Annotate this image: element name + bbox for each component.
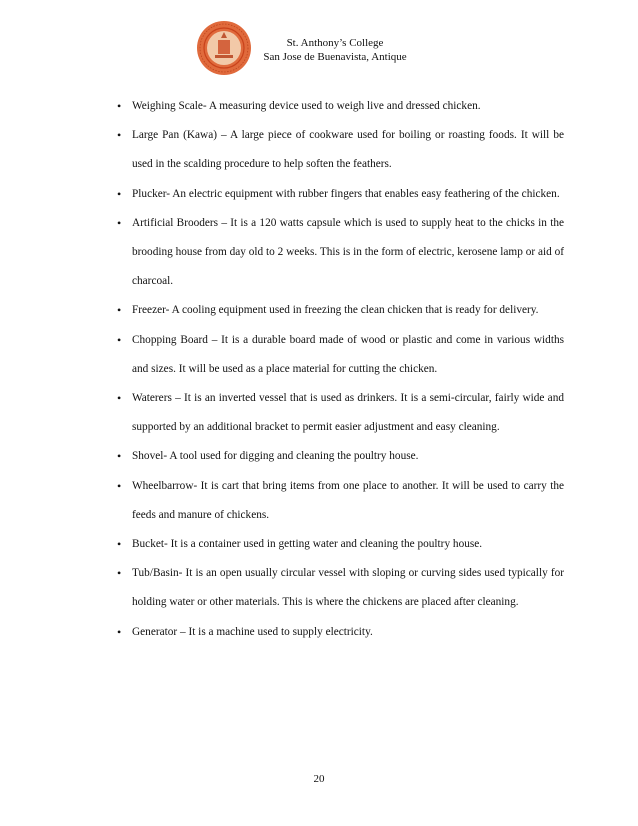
- list-item: • Wheelbarrow- It is cart that bring items from one place to another. It will be used to carry the feeds and manure of chickens.: [132, 472, 564, 530]
- college-name: St. Anthony’s College: [286, 37, 384, 49]
- list-item: • Generator – It is a machine used to supply electricity.: [132, 618, 564, 647]
- list-item: • Artificial Brooders – It is a 120 watts capsule which is used to supply heat to the chicks in the brooding house from day old to 2 weeks. This is in the form of electric, kerosene lamp or aid of charcoal.: [132, 209, 564, 297]
- college-seal-icon: [196, 20, 252, 76]
- list-item: • Large Pan (Kawa) – A large piece of cookware used for boiling or roasting foods. It will be used in the scalding procedure to help soften the feathers.: [132, 121, 564, 179]
- list-item: • Plucker- An electric equipment with rubber fingers that enables easy feathering of the chicken.: [132, 180, 564, 209]
- college-header: [250, 36, 420, 64]
- list-item: • Shovel- A tool used for digging and cleaning the poultry house.: [132, 442, 564, 471]
- list-item: • Chopping Board – It is a durable board made of wood or plastic and come in various widths and sizes. It will be used as a place material for cutting the chicken.: [132, 326, 564, 384]
- list-item: • Bucket- It is a container used in getting water and cleaning the poultry house.: [132, 530, 564, 559]
- page-header: [0, 20, 638, 82]
- list-item: • Tub/Basin- It is an open usually circular vessel with sloping or curving sides used typically for holding water or other materials. This is where the chickens are placed after cleaning.: [132, 559, 564, 617]
- college-location: San Jose de Buenavista, Antique: [263, 51, 407, 63]
- list-item: • Freezer- A cooling equipment used in freezing the clean chicken that is ready for delivery.: [132, 296, 564, 325]
- list-item: • Waterers – It is an inverted vessel that is used as drinkers. It is a semi-circular, fairly wide and supported by an additional bracket to permit easier adjustment and easy cleaning.: [132, 384, 564, 442]
- equipment-list: [132, 92, 564, 647]
- list-item: • Weighing Scale- A measuring device used to weigh live and dressed chicken.: [132, 92, 564, 121]
- page-number: 20: [313, 773, 325, 785]
